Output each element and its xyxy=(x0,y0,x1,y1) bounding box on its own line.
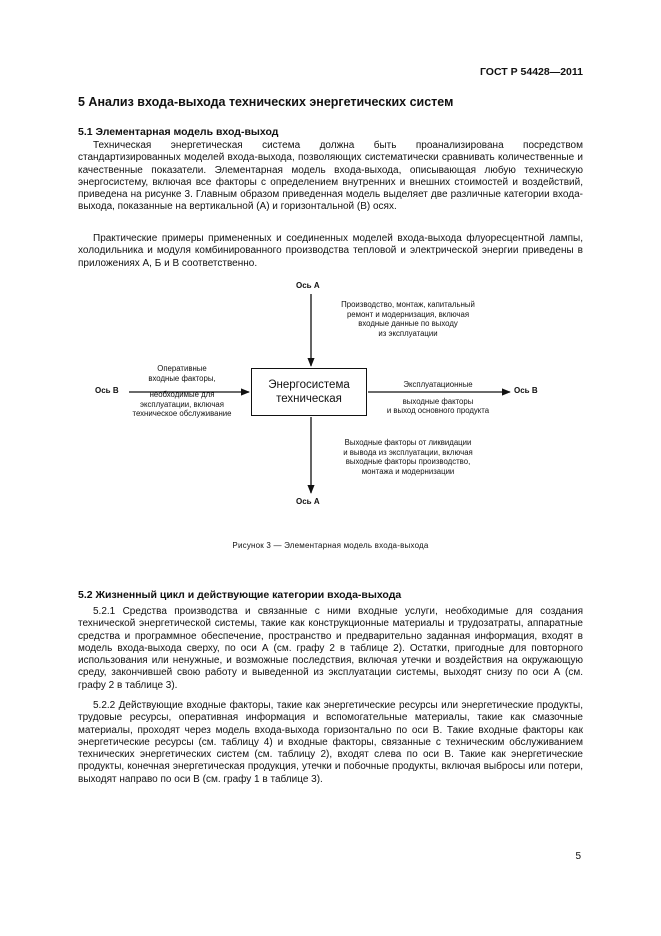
axis-b-left-label: Ось В xyxy=(95,386,119,395)
system-box-line2: техническая xyxy=(276,393,342,405)
page-number: 5 xyxy=(575,851,581,862)
bottom-output-line: Выходные факторы от ликвидации xyxy=(344,438,472,447)
top-input-line: ремонт и модернизация, включая xyxy=(346,309,470,319)
subsection-title-5-2: 5.2 Жизненный цикл и действующие категории входа-выхода xyxy=(78,589,402,601)
paragraph-5-1-2: Практические примеры примененных и соединенных моделей входа-выхода флуоресцентной лампы, холодильника и модуля комбинированного производства тепловой и электрической энергии приведены в приложениях А, Б и В соответственно. xyxy=(78,233,583,269)
bottom-output-line: и вывода из эксплуатации, включая xyxy=(343,447,473,457)
left-input-label xyxy=(112,364,252,419)
right-output-line: Эксплуатационные xyxy=(403,380,473,389)
figure-caption: Рисунок 3 — Элементарная модель входа-выхода xyxy=(232,541,429,550)
left-input-line: Оперативные xyxy=(157,364,207,373)
right-output-line: и выход основного продукта xyxy=(386,406,490,416)
axis-b-right-label: Ось В xyxy=(514,386,538,395)
right-output-line: выходные факторы xyxy=(402,396,474,406)
section-title: 5 Анализ входа-выхода технических энергетических систем xyxy=(78,95,454,109)
top-input-label xyxy=(318,300,498,338)
paragraph-5-1-1: Техническая энергетическая система должна быть проанализирована посредством стандартизированных моделей входа-выхода, позволяющих систематически сравнивать количественные и качественные показатели. Элементарная модель входа-выхода, описывающая любую техническую энергосистему, включая все факторы с определением внутренних и внешних стоимостей и воздействий, приведена на рисунке 3. Главным образом приведенная модель выделяет две различные категории входа-выхода, показанные на вертикальной (А) и горизонтальной (В) осях. xyxy=(78,140,583,213)
subsection-title-5-1: 5.1 Элементарная модель вход-выход xyxy=(78,126,279,138)
top-input-line: Производство, монтаж, капитальный xyxy=(341,300,475,309)
bottom-output-line: выходные факторы производство, xyxy=(345,457,471,467)
bottom-output-label xyxy=(316,438,500,476)
bottom-output-line: монтажа и модернизации xyxy=(361,466,455,476)
paragraph-5-2-1: 5.2.1 Средства производства и связанные с ними входные услуги, необходимые для создания технической энергетической системы, такие как конструкционные материалы и трудозатраты, аппаратные средства и программное обеспечение, пространство и предварительно заданная информация, входят в модель входа-выхода сверху, по оси А (см. графу 2 в таблице 2). Остатки, пригодные для повторного использования или ненужные, и возможные последствия, включая утечки и воздействия на окружающую среду, закончившей свою работу и выведенной из эксплуатации системы, выходят снизу по оси А (см. графу 2 в таблице 3). xyxy=(78,606,583,691)
document-id: ГОСТ Р 54428—2011 xyxy=(479,66,583,78)
top-input-line: из эксплуатации xyxy=(378,328,438,338)
left-input-line: входные факторы, xyxy=(148,373,216,383)
left-input-line: эксплуатации, включая xyxy=(140,399,224,409)
right-output-label xyxy=(368,380,508,416)
paragraph-5-2-2: 5.2.2 Действующие входные факторы, такие как энергетические ресурсы или энергетические продукты, трудовые ресурсы, оперативная информация и вспомогательные материалы, такие как смазочные материалы, проходят через модель входа-выхода горизонтально по оси В. Такие входные факторы как энергетические ресурсы (см. таблицу 4) и входные факторы, связанные с техническим обслуживанием технических энергетических систем (см. таблицу 2), входят слева по оси В. Такие как энергетические продукты, конечная энергетическая продукция, утечки и побочные продукты, включая выбросы или потери, выходят направо по оси В (см. графу 1 в таблице 3). xyxy=(78,700,583,785)
system-box-line1: Энергосистема xyxy=(268,379,350,391)
left-input-line: необходимые для xyxy=(149,390,215,400)
top-input-line: входные данные по выходу xyxy=(358,319,458,329)
left-input-line: техническое обслуживание xyxy=(132,409,232,419)
axis-a-bottom-label: Ось А xyxy=(296,497,320,506)
axis-a-top-label: Ось А xyxy=(296,281,320,290)
system-box xyxy=(251,368,367,416)
